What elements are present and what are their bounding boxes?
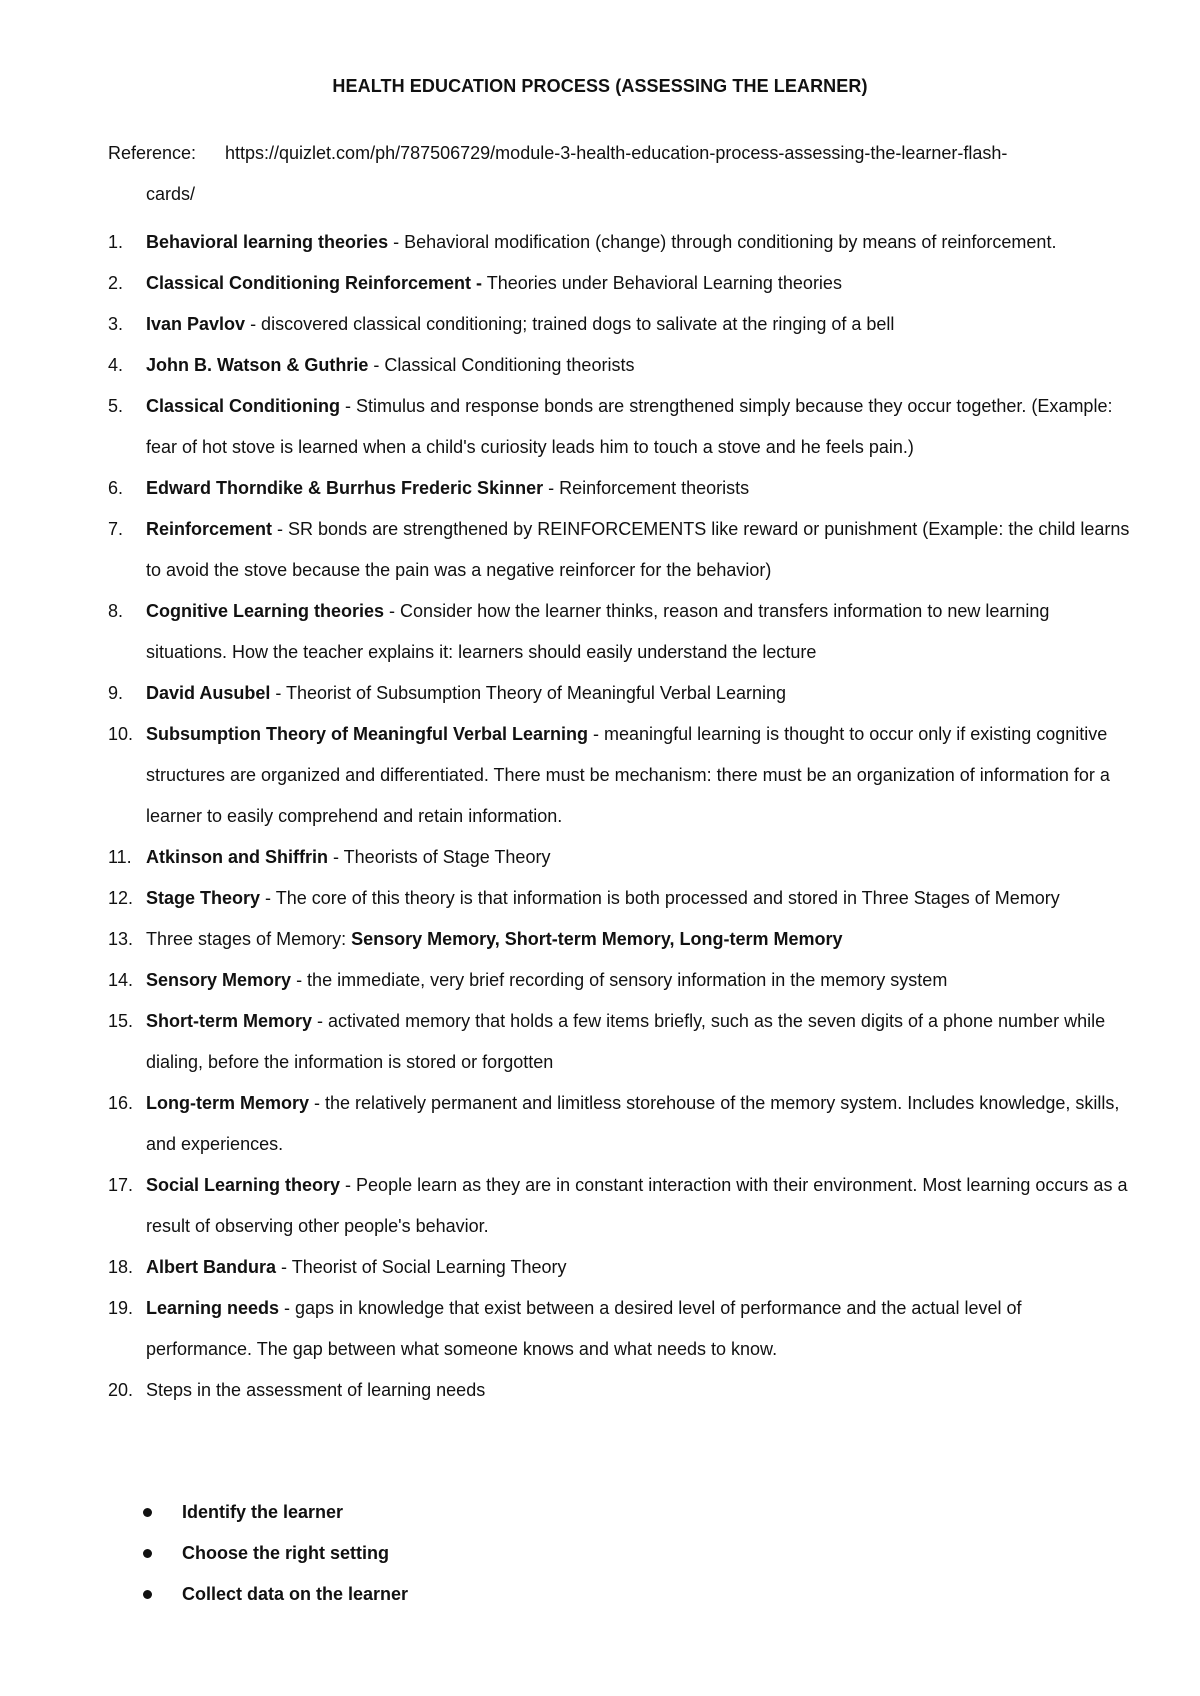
item-number: 10. <box>108 724 134 744</box>
list-item <box>0 304 1200 345</box>
item-term: Social Learning theory <box>146 1175 341 1195</box>
item-term: Stage Theory <box>146 888 261 908</box>
page-title: HEALTH EDUCATION PROCESS (ASSESSING THE LEARNER) <box>332 76 868 96</box>
list-item <box>0 591 1200 673</box>
item-description: - Theorists of Stage Theory <box>328 847 551 867</box>
item-description: Theories under Behavioral Learning theories <box>482 273 842 293</box>
item-term: Sensory Memory <box>146 970 292 990</box>
assessment-steps-list <box>0 1492 1200 1615</box>
item-number: 6. <box>108 478 124 498</box>
item-term: Edward Thorndike & Burrhus Frederic Skinner <box>146 478 544 498</box>
item-number: 5. <box>108 396 124 416</box>
item-description: - People learn as they are in constant interaction with their environment. Most learning occurs as a result of observing other people's behavior. <box>146 1175 1128 1236</box>
bullet-dot-icon <box>143 1590 152 1599</box>
item-number: 16. <box>108 1093 134 1113</box>
bullet-item <box>0 1492 1200 1533</box>
item-term: Behavioral learning theories <box>146 232 389 252</box>
bullet-text: Choose the right setting <box>182 1543 389 1563</box>
bullet-item <box>0 1533 1200 1574</box>
item-description: - Classical Conditioning theorists <box>368 355 635 375</box>
list-item <box>0 1370 1200 1411</box>
list-item <box>0 960 1200 1001</box>
bullet-text: Identify the learner <box>182 1502 344 1522</box>
item-term: Albert Bandura <box>146 1257 277 1277</box>
list-item <box>0 1247 1200 1288</box>
item-term: Subsumption Theory of Meaningful Verbal Learning <box>146 724 589 744</box>
item-number: 20. <box>108 1380 134 1400</box>
item-term: Reinforcement <box>146 519 273 539</box>
bullet-text: Collect data on the learner <box>182 1584 409 1604</box>
list-item <box>0 1083 1200 1165</box>
list-item <box>0 1165 1200 1247</box>
item-term: Sensory Memory, Short-term Memory, Long-term Memory <box>351 929 843 949</box>
list-item <box>0 919 1200 960</box>
item-description: - the immediate, very brief recording of sensory information in the memory system <box>291 970 948 990</box>
item-number: 1. <box>108 232 124 252</box>
item-number: 12. <box>108 888 134 908</box>
item-number: 11. <box>108 847 132 867</box>
item-number: 9. <box>108 683 124 703</box>
reference-url-continued: cards/ <box>146 184 196 204</box>
item-number: 13. <box>108 929 134 949</box>
item-number: 18. <box>108 1257 134 1277</box>
list-item <box>0 468 1200 509</box>
item-description: Three stages of Memory: <box>146 929 352 949</box>
item-description: - Reinforcement theorists <box>543 478 750 498</box>
item-description: - Theorist of Subsumption Theory of Meaningful Verbal Learning <box>270 683 786 703</box>
list-item <box>0 345 1200 386</box>
item-term: Ivan Pavlov <box>146 314 246 334</box>
item-term: Atkinson and Shiffrin <box>146 847 328 867</box>
reference-label: Reference: <box>108 143 197 163</box>
item-term: Short-term Memory <box>146 1011 313 1031</box>
list-item <box>0 263 1200 304</box>
list-item <box>0 878 1200 919</box>
item-term: Classical Conditioning Reinforcement - <box>146 273 483 293</box>
item-term: John B. Watson & Guthrie <box>146 355 369 375</box>
reference-url: https://quizlet.com/ph/787506729/module-3-health-education-process-assessing-the-learner-flash- <box>225 143 1008 163</box>
item-number: 3. <box>108 314 124 334</box>
item-description: - Stimulus and response bonds are strengthened simply because they occur together. (Example: fear of hot stove is learned when a child's curiosity leads him to touch a stove and he feels pain.) <box>146 396 1113 457</box>
item-number: 15. <box>108 1011 134 1031</box>
item-description: - Consider how the learner thinks, reason and transfers information to new learning situations. How the teacher explains it: learners should easily understand the lecture <box>146 601 1050 662</box>
item-number: 8. <box>108 601 124 621</box>
item-description: - Behavioral modification (change) through conditioning by means of reinforcement. <box>388 232 1057 252</box>
item-term: Cognitive Learning theories <box>146 601 385 621</box>
item-description: - activated memory that holds a few items briefly, such as the seven digits of a phone number while dialing, before the information is stored or forgotten <box>146 1011 1106 1072</box>
item-term: Classical Conditioning <box>146 396 341 416</box>
item-description: - The core of this theory is that information is both processed and stored in Three Stages of Memory <box>260 888 1060 908</box>
item-number: 2. <box>108 273 124 293</box>
bullet-dot-icon <box>143 1549 152 1558</box>
item-description: - Theorist of Social Learning Theory <box>276 1257 567 1277</box>
list-item <box>0 222 1200 263</box>
item-description: - meaningful learning is thought to occur only if existing cognitive structures are organized and differentiated. There must be mechanism: there must be an organization of information for a learner to easily comprehend and retain information. <box>146 724 1110 826</box>
item-description: - SR bonds are strengthened by REINFORCEMENTS like reward or punishment (Example: the child learns to avoid the stove because the pain was a negative reinforcer for the behavior) <box>146 519 1130 580</box>
definition-list <box>0 222 1200 1411</box>
list-item <box>0 1001 1200 1083</box>
item-number: 19. <box>108 1298 134 1318</box>
list-item <box>0 509 1200 591</box>
item-term: Learning needs <box>146 1298 280 1318</box>
item-number: 17. <box>108 1175 134 1195</box>
list-item <box>0 1288 1200 1370</box>
bullet-item <box>0 1574 1200 1615</box>
item-term: David Ausubel <box>146 683 271 703</box>
item-description: - gaps in knowledge that exist between a desired level of performance and the actual level of performance. The gap between what someone knows and what needs to know. <box>146 1298 1022 1359</box>
bullet-dot-icon <box>143 1508 152 1517</box>
reference-block <box>108 133 1148 215</box>
list-item <box>0 386 1200 468</box>
list-item <box>0 673 1200 714</box>
list-item <box>0 714 1200 837</box>
item-description: Steps in the assessment of learning needs <box>146 1380 486 1400</box>
item-description: - the relatively permanent and limitless storehouse of the memory system. Includes knowledge, skills, and experiences. <box>146 1093 1120 1154</box>
item-term: Long-term Memory <box>146 1093 310 1113</box>
item-number: 7. <box>108 519 124 539</box>
item-description: - discovered classical conditioning; trained dogs to salivate at the ringing of a bell <box>245 314 895 334</box>
item-number: 14. <box>108 970 134 990</box>
item-number: 4. <box>108 355 124 375</box>
list-item <box>0 837 1200 878</box>
